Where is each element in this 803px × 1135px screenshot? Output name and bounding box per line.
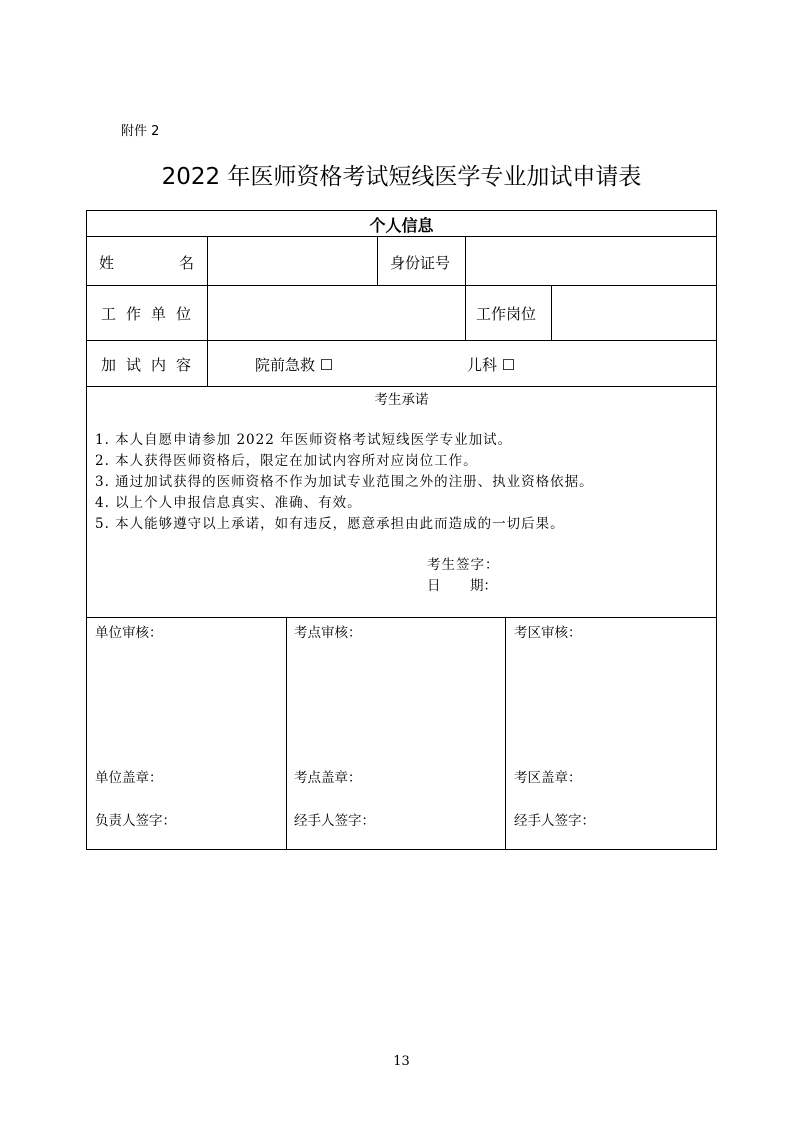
- exam-region-stamp-label: 考区盖章：: [514, 770, 582, 786]
- row-divider: [86, 386, 717, 387]
- table-border-left: [86, 210, 87, 850]
- exam-region-review-title: 考区审核：: [514, 625, 582, 641]
- work-post-label: 工作岗位: [476, 305, 537, 323]
- candidate-date-label: 日 期：: [427, 578, 497, 594]
- table-border-bottom: [86, 849, 717, 850]
- option-pediatrics-checkbox[interactable]: 儿科 ☐: [467, 356, 516, 374]
- name-label: [99, 252, 194, 273]
- attachment-label: 附件 2: [121, 124, 160, 139]
- exam-content-label: 加 试 内 容: [101, 356, 191, 374]
- unit-review-title: 单位审核：: [95, 625, 163, 641]
- commitment-item: 3. 通过加试获得的医师资格不作为加试专业范围之外的注册、执业资格依据。: [95, 474, 594, 490]
- work-unit-label: 工 作 单 位: [101, 305, 191, 323]
- col-divider: [505, 617, 506, 849]
- unit-stamp-label: 单位盖章：: [95, 770, 163, 786]
- id-number-label: 身份证号: [390, 254, 451, 272]
- commitment-header: 考生承诺: [374, 392, 429, 408]
- exam-site-review-title: 考点审核：: [294, 625, 362, 641]
- work-unit-field[interactable]: [208, 286, 464, 339]
- candidate-signature-label: 考生签字：: [427, 557, 500, 573]
- row-divider: [86, 617, 717, 618]
- col-divider: [286, 617, 287, 849]
- personal-info-header: 个人信息: [369, 216, 434, 235]
- commitment-item: 4. 以上个人申报信息真实、准确、有效。: [95, 495, 362, 511]
- commitment-item: 5. 本人能够遵守以上承诺，如有违反，愿意承担由此而造成的一切后果。: [95, 516, 565, 532]
- table-border-right: [716, 210, 717, 850]
- option-prehospital-emergency-checkbox[interactable]: 院前急救 ☐: [255, 356, 334, 374]
- table-border-top: [86, 210, 717, 211]
- unit-signer-label: 负责人签字：: [95, 813, 176, 829]
- row-divider: [86, 340, 717, 341]
- page-title: 2022 年医师资格考试短线医学专业加试申请表: [161, 164, 642, 190]
- name-label-char-2: 名: [178, 254, 194, 272]
- exam-region-signer-label: 经手人签字：: [514, 813, 595, 829]
- work-post-field[interactable]: [552, 286, 715, 339]
- id-number-field[interactable]: [466, 237, 715, 284]
- col-divider: [377, 236, 378, 285]
- commitment-item: 1. 本人自愿申请参加 2022 年医师资格考试短线医学专业加试。: [95, 432, 513, 448]
- exam-site-stamp-label: 考点盖章：: [294, 770, 362, 786]
- exam-site-signer-label: 经手人签字：: [294, 813, 375, 829]
- name-label-char-1: 姓: [99, 254, 115, 272]
- commitment-item: 2. 本人获得医师资格后，限定在加试内容所对应岗位工作。: [95, 453, 478, 469]
- name-field[interactable]: [208, 237, 376, 284]
- page-number: 13: [393, 1054, 410, 1069]
